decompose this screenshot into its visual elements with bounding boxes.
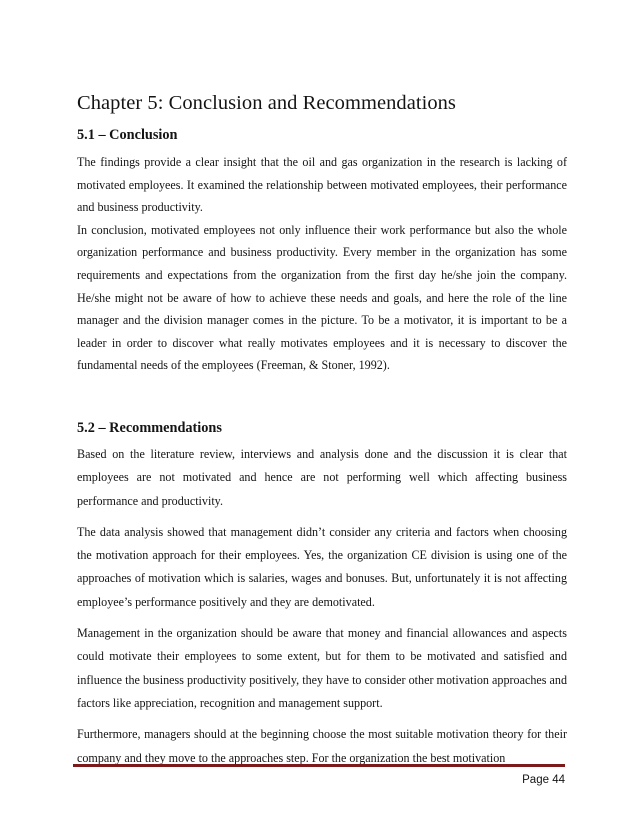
footer-rule bbox=[73, 764, 565, 767]
section-heading-conclusion: 5.1 – Conclusion bbox=[77, 127, 178, 143]
page-number: Page 44 bbox=[522, 774, 565, 786]
conclusion-paragraph-2: In conclusion, motivated employees not only influence their work performance but also the whole organization performance and business productivity. Every member in the organization has some requirements and expectations from the organization from the first day he/she join the company. He/she might not be aware of how to achieve these needs and goals, and here the role of the line manager and the division manager comes in the picture. To be a motivator, it is important to be a leader in order to discover what really motivates employees and it is necessary to discover the fundamental needs of the employees (Freeman, & Stoner, 1992). bbox=[77, 222, 567, 373]
recommendations-paragraph-2: The data analysis showed that management didn’t consider any criteria and factors when choosing the motivation approach for their employees. Yes, the organization CE division is using one of the approaches of motivation which is salaries, wages and bonuses. But, unfortunately it is not affecting employee’s performance positively and they are demotivated. bbox=[77, 524, 567, 609]
conclusion-paragraph-1: The findings provide a clear insight that the oil and gas organization in the research is lacking of motivated employees. It examined the relationship between motivated employees, their performance and business productivity. bbox=[77, 155, 567, 215]
section-heading-recommendations: 5.2 – Recommendations bbox=[77, 419, 222, 436]
recommendations-paragraph-3: Management in the organization should be aware that money and financial allowances and aspects could motivate their employees to some extent, but for them to be motivated and satisfied and influence the business productivity positively, they have to consider other motivation approaches and factors like appreciation, recognition and management support. bbox=[77, 626, 567, 710]
recommendations-paragraph-4: Furthermore, managers should at the beginning choose the most suitable motivation theory for their company and they move to the approaches step. For the organization the best motivation bbox=[77, 727, 567, 765]
section-conclusion bbox=[77, 125, 567, 377]
recommendations-paragraph-1: Based on the literature review, interviews and analysis done and the discussion it is clear that employees are not motivated and hence are not performing well which affecting business performance and productivity. bbox=[77, 446, 567, 508]
page-content bbox=[77, 90, 567, 770]
section-recommendations bbox=[77, 418, 567, 770]
section-spacer bbox=[77, 377, 567, 418]
chapter-title: Chapter 5: Conclusion and Recommendations bbox=[77, 92, 456, 114]
